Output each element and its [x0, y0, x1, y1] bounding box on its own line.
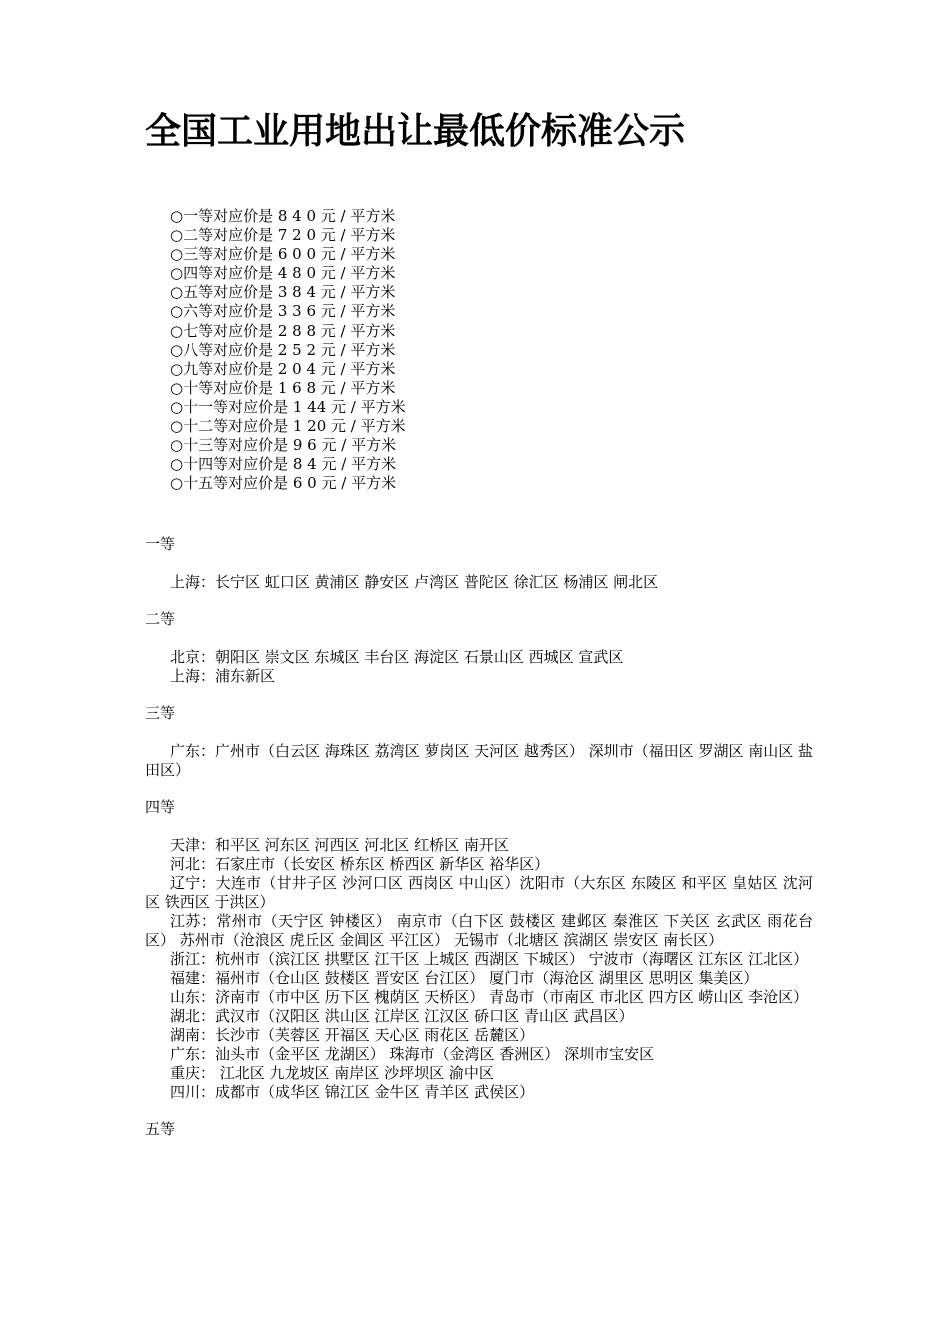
tier-body — [145, 836, 813, 1102]
price-list-item: ○九等对应价是 2 0 4 元 / 平方米 — [170, 359, 396, 378]
tier-entry: 福建：福州市（仓山区 鼓楼区 晋安区 台江区） 厦门市（海沧区 湖里区 思明区 集美区） — [170, 969, 759, 987]
tier-body — [145, 573, 813, 592]
tier-heading: 一等 — [145, 535, 176, 553]
tier-entry: 江苏：常州市（天宁区 钟楼区） 南京市（白下区 鼓楼区 建邺区 秦淮区 下关区 玄武区 雨花台区） 苏州市（沧浪区 虎丘区 金阊区 平江区） 无锡市（北塘区 滨湖区 崇安区 南长区） — [145, 912, 813, 949]
price-list-item: ○五等对应价是 3 8 4 元 / 平方米 — [170, 283, 396, 302]
price-list-item: ○十五等对应价是 6 0 元 / 平方米 — [170, 474, 397, 493]
price-list-item: ○十三等对应价是 9 6 元 / 平方米 — [170, 436, 397, 455]
page-title: 全国工业用地出让最低价标准公示 — [145, 110, 686, 152]
tier-entry: 山东：济南市（市中区 历下区 槐荫区 天桥区） 青岛市（市南区 市北区 四方区 崂山区 李沧区） — [170, 988, 809, 1006]
price-list-item: ○三等对应价是 6 0 0 元 / 平方米 — [170, 245, 396, 264]
price-list-item: ○六等对应价是 3 3 6 元 / 平方米 — [170, 302, 396, 321]
tier-entry: 北京：朝阳区 崇文区 东城区 丰台区 海淀区 石景山区 西城区 宣武区 — [170, 648, 624, 666]
price-list — [170, 207, 406, 493]
tier-entry: 天津：和平区 河东区 河西区 河北区 红桥区 南开区 — [170, 836, 509, 854]
price-list-item: ○二等对应价是 7 2 0 元 / 平方米 — [170, 226, 396, 245]
price-list-item: ○一等对应价是 8 4 0 元 / 平方米 — [170, 207, 396, 225]
tier-entry: 河北：石家庄市（长安区 桥东区 桥西区 新华区 裕华区） — [170, 855, 550, 873]
price-list-item: ○七等对应价是 2 8 8 元 / 平方米 — [170, 321, 396, 340]
tier-heading: 四等 — [145, 798, 176, 816]
tier-entry: 浙江：杭州市（滨江区 拱墅区 江干区 上城区 西湖区 下城区） 宁波市（海曙区 江东区 江北区） — [170, 950, 809, 968]
tier-section-5 — [145, 1120, 813, 1139]
tier-entry: 辽宁：大连市（甘井子区 沙河口区 西岗区 中山区）沈阳市（大东区 东陵区 和平区 皇姑区 沈河区 铁西区 于洪区） — [145, 874, 813, 911]
tier-body — [145, 742, 813, 780]
tier-entry: 湖北：武汉市（汉阳区 洪山区 江岸区 江汉区 硚口区 青山区 武昌区） — [170, 1007, 634, 1025]
tier-entry: 四川：成都市（成华区 锦江区 金牛区 青羊区 武侯区） — [170, 1083, 535, 1101]
tier-entry: 湖南：长沙市（芙蓉区 开福区 天心区 雨花区 岳麓区） — [170, 1026, 535, 1044]
price-list-item: ○八等对应价是 2 5 2 元 / 平方米 — [170, 340, 396, 359]
tier-section-2 — [145, 610, 813, 686]
tier-section-3 — [145, 704, 813, 780]
tier-section-1 — [145, 535, 813, 592]
tier-body — [145, 648, 813, 686]
price-list-item: ○十四等对应价是 8 4 元 / 平方米 — [170, 455, 397, 474]
tier-entry: 重庆： 江北区 九龙坡区 南岸区 沙坪坝区 渝中区 — [170, 1064, 494, 1082]
tier-sections — [145, 535, 813, 1139]
tier-heading: 五等 — [145, 1120, 176, 1138]
price-list-item: ○四等对应价是 4 8 0 元 / 平方米 — [170, 264, 396, 283]
price-list-item: ○十等对应价是 1 6 8 元 / 平方米 — [170, 378, 396, 397]
tier-section-4 — [145, 798, 813, 1102]
tier-heading: 二等 — [145, 610, 176, 628]
price-list-item: ○十二等对应价是 1 20 元 / 平方米 — [170, 417, 406, 436]
price-list-item: ○十一等对应价是 1 44 元 / 平方米 — [170, 397, 406, 416]
tier-entry: 上海：浦东新区 — [170, 667, 276, 685]
tier-heading: 三等 — [145, 704, 176, 722]
tier-entry: 广东：广州市（白云区 海珠区 荔湾区 萝岗区 天河区 越秀区） 深圳市（福田区 罗湖区 南山区 盐田区） — [145, 742, 813, 779]
tier-entry: 广东：汕头市（金平区 龙湖区） 珠海市（金湾区 香洲区） 深圳市宝安区 — [170, 1045, 655, 1063]
tier-entry: 上海：长宁区 虹口区 黄浦区 静安区 卢湾区 普陀区 徐汇区 杨浦区 闸北区 — [170, 573, 659, 591]
